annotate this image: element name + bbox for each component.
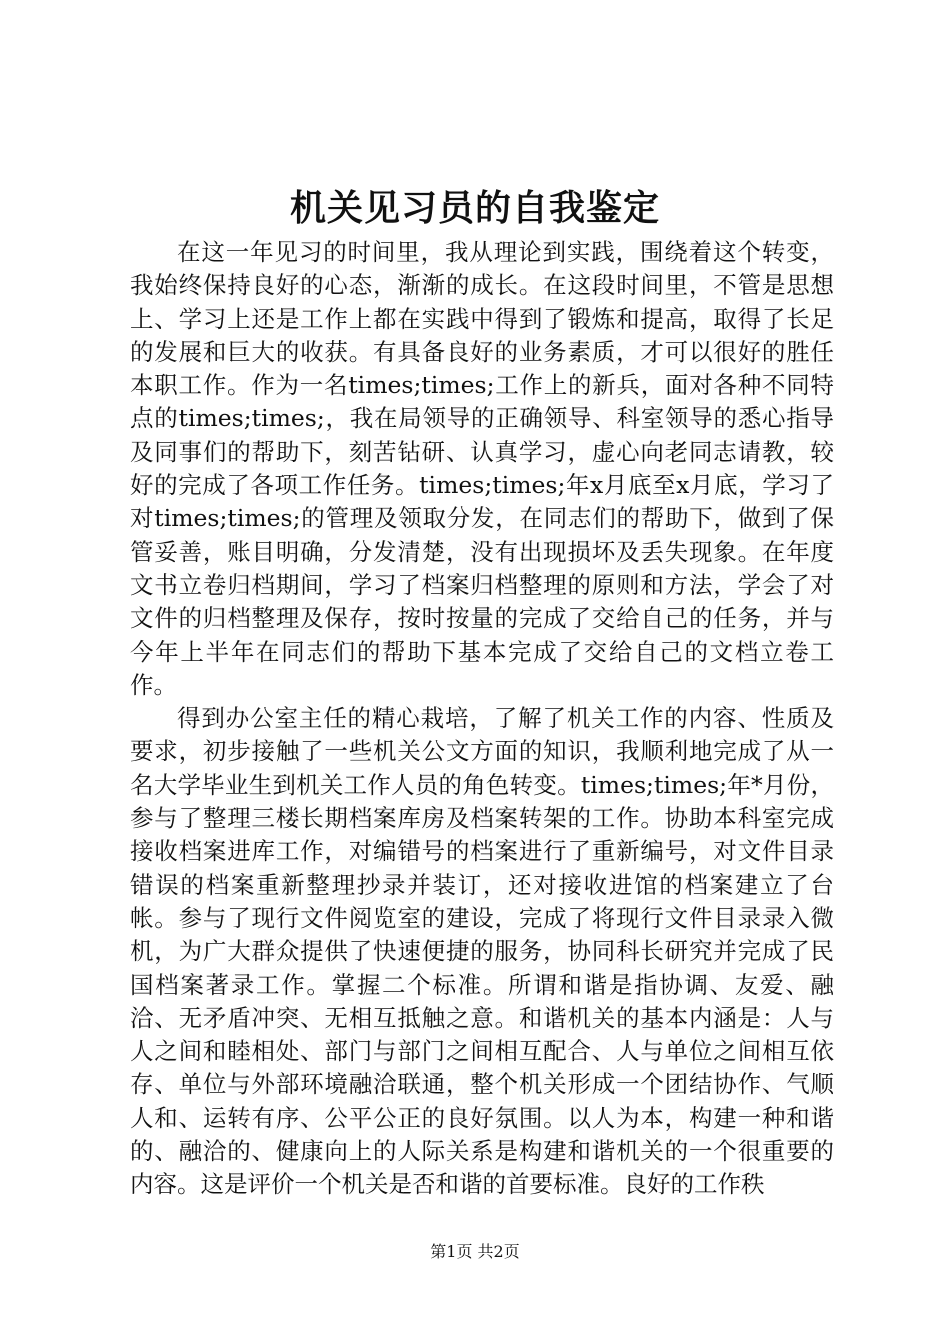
document-title: 机关见习员的自我鉴定 bbox=[289, 187, 660, 229]
paragraph-1: 在这一年见习的时间里，我从理论到实践，围绕着这个转变，我始终保持良好的心态，渐渐的成长。在这段时间里，不管是思想上、学习上还是工作上都在实践中得到了锻炼和提高，取得了长足的发展和巨大的收获。有具备良好的业务素质，才可以很好的胜任本职工作。作为一名times;times;工作上的新兵，面对各种不同特点的times;times;，我在局领导的正确领导、科室领导的悉心指导及同事们的帮助下，刻苦钻研、认真学习，虚心向老同志请教，较好的完成了各项工作任务。times;times;年x月底至x月底，学习了对times;times;的管理及领取分发，在同志们的帮助下，做到了保管妥善，账目明确，分发清楚，没有出现损坏及丢失现象。在年度文书立卷归档期间，学习了档案归档整理的原则和方法，学会了对文件的归档整理及保存，按时按量的完成了交给自己的任务，并与今年上半年在同志们的帮助下基本完成了交给自己的文档立卷工作。 bbox=[130, 238, 834, 699]
paragraph-2: 得到办公室主任的精心栽培，了解了机关工作的内容、性质及要求，初步接触了一些机关公文方面的知识，我顺利地完成了从一名大学毕业生到机关工作人员的角色转变。times;times;年*月份，参与了整理三楼长期档案库房及档案转架的工作。协助本科室完成接收档案进库工作，对编错号的档案进行了重新编号，对文件目录错误的档案重新整理抄录并装订，还对接收进馆的档案建立了台帐。参与了现行文件阅览室的建设，完成了将现行文件目录录入微机，为广大群众提供了快速便捷的服务，协同科长研究并完成了民国档案著录工作。掌握二个标准。所谓和谐是指协调、友爱、融洽、无矛盾冲突、无相互抵触之意。和谐机关的基本内涵是：人与人之间和睦相处、部门与部门之间相互配合、人与单位之间相互依存、单位与外部环境融洽联通，整个机关形成一个团结协作、气顺人和、运转有序、公平公正的良好氛围。以人为本，构建一种和谐的、融洽的、健康向上的人际关系是构建和谐机关的一个很重要的内容。这是评价一个机关是否和谐的首要标准。良好的工作秩 bbox=[130, 704, 834, 1199]
page-number-footer: 第1页 共2页 bbox=[430, 1242, 520, 1261]
document-body bbox=[130, 236, 834, 1202]
